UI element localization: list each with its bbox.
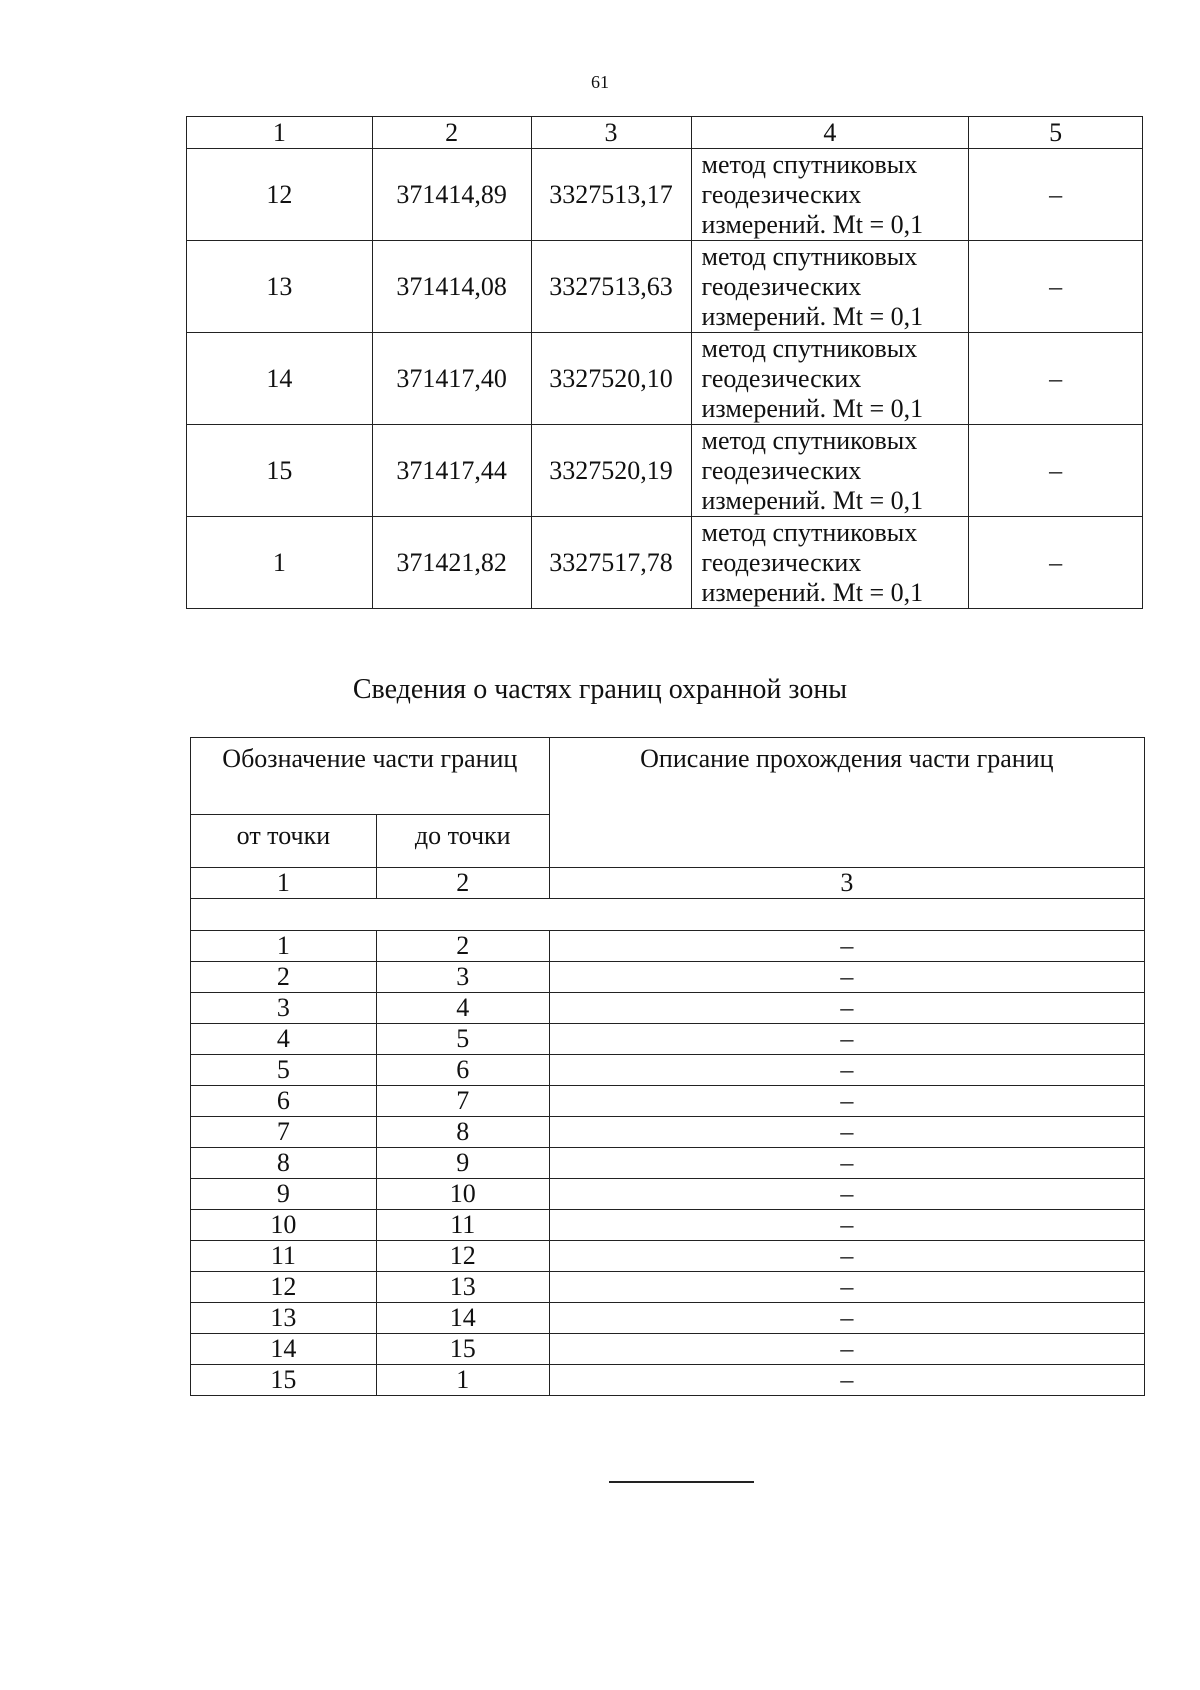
from-point: 11: [191, 1241, 377, 1272]
blank-cell: [191, 899, 1145, 931]
to-point: 11: [376, 1210, 549, 1241]
point-number: 12: [187, 149, 373, 241]
point-number: 15: [187, 425, 373, 517]
table-row: [187, 149, 1143, 241]
from-point: 4: [191, 1024, 377, 1055]
description-cell: –: [549, 1241, 1144, 1272]
table-row: [191, 993, 1145, 1024]
table-row: [187, 333, 1143, 425]
coordinate-y: 3327520,10: [531, 333, 691, 425]
table-row: [191, 1303, 1145, 1334]
boundary-header-row: [191, 738, 1145, 815]
table-row: [191, 1086, 1145, 1117]
blank-row: [191, 899, 1145, 931]
note-cell: –: [969, 425, 1143, 517]
from-point: 5: [191, 1055, 377, 1086]
coordinate-y: 3327520,19: [531, 425, 691, 517]
table-row: [191, 962, 1145, 993]
description-cell: –: [549, 931, 1144, 962]
method-line: метод спутниковых: [701, 517, 918, 547]
column-number: 4: [691, 117, 969, 149]
to-point: 7: [376, 1086, 549, 1117]
table-row: [191, 1148, 1145, 1179]
method-line: метод спутниковых: [701, 425, 918, 455]
coordinate-y: 3327517,78: [531, 517, 691, 609]
coordinate-x: 371417,44: [372, 425, 531, 517]
column-number: 1: [187, 117, 373, 149]
description-cell: –: [549, 993, 1144, 1024]
designation-header: Обозначение части границ: [191, 738, 550, 815]
to-point: 15: [376, 1334, 549, 1365]
to-point: 14: [376, 1303, 549, 1334]
from-point: 1: [191, 931, 377, 962]
description-cell: –: [549, 1179, 1144, 1210]
table-row: [191, 931, 1145, 962]
point-number: 13: [187, 241, 373, 333]
table-row: [191, 1241, 1145, 1272]
description-cell: –: [549, 1272, 1144, 1303]
table-row: [191, 1179, 1145, 1210]
method-line: измерений. Mt = 0,1: [701, 393, 924, 423]
to-point: 1: [376, 1365, 549, 1396]
coordinate-y: 3327513,17: [531, 149, 691, 241]
method-cell: [691, 425, 969, 517]
description-cell: –: [549, 1086, 1144, 1117]
coordinate-y: 3327513,63: [531, 241, 691, 333]
to-point: 13: [376, 1272, 549, 1303]
method-line: измерений. Mt = 0,1: [701, 209, 924, 239]
to-point: 2: [376, 931, 549, 962]
method-line: измерений. Mt = 0,1: [701, 577, 924, 607]
to-point: 8: [376, 1117, 549, 1148]
coordinate-x: 371414,08: [372, 241, 531, 333]
description-cell: –: [549, 1024, 1144, 1055]
from-point: 10: [191, 1210, 377, 1241]
coordinate-x: 371417,40: [372, 333, 531, 425]
from-point: 9: [191, 1179, 377, 1210]
point-number: 1: [187, 517, 373, 609]
table-row: [191, 1055, 1145, 1086]
method-line: геодезических: [701, 271, 862, 301]
method-line: геодезических: [701, 363, 862, 393]
method-line: геодезических: [701, 547, 862, 577]
method-cell: [691, 149, 969, 241]
to-point-header: до точки: [376, 815, 549, 868]
coordinate-x: 371414,89: [372, 149, 531, 241]
boundary-parts-table: [190, 737, 1145, 1396]
note-cell: –: [969, 241, 1143, 333]
description-cell: –: [549, 1334, 1144, 1365]
method-line: метод спутниковых: [701, 333, 918, 363]
column-number: 3: [549, 868, 1144, 899]
table-row: [191, 1334, 1145, 1365]
from-point: 12: [191, 1272, 377, 1303]
from-point: 7: [191, 1117, 377, 1148]
from-point: 14: [191, 1334, 377, 1365]
footer-rule: [609, 1481, 754, 1483]
table-row: [187, 425, 1143, 517]
to-point: 9: [376, 1148, 549, 1179]
to-point: 5: [376, 1024, 549, 1055]
from-point-header: от точки: [191, 815, 377, 868]
page-number: 61: [591, 72, 609, 92]
method-line: метод спутниковых: [701, 149, 918, 179]
column-number: 1: [191, 868, 377, 899]
coordinate-x: 371421,82: [372, 517, 531, 609]
from-point: 6: [191, 1086, 377, 1117]
column-number: 2: [372, 117, 531, 149]
table-row: [187, 517, 1143, 609]
to-point: 12: [376, 1241, 549, 1272]
boundary-column-numbers: [191, 868, 1145, 899]
to-point: 6: [376, 1055, 549, 1086]
from-point: 8: [191, 1148, 377, 1179]
note-cell: –: [969, 149, 1143, 241]
coordinates-header-row: [187, 117, 1143, 149]
table-row: [187, 241, 1143, 333]
description-cell: –: [549, 1117, 1144, 1148]
description-cell: –: [549, 1303, 1144, 1334]
table-row: [191, 1365, 1145, 1396]
description-cell: –: [549, 1365, 1144, 1396]
table-row: [191, 1024, 1145, 1055]
to-point: 3: [376, 962, 549, 993]
from-point: 3: [191, 993, 377, 1024]
method-cell: [691, 333, 969, 425]
method-line: измерений. Mt = 0,1: [701, 485, 924, 515]
from-point: 13: [191, 1303, 377, 1334]
method-line: геодезических: [701, 179, 862, 209]
description-cell: –: [549, 1148, 1144, 1179]
column-number: 2: [376, 868, 549, 899]
method-cell: [691, 517, 969, 609]
column-number: 5: [969, 117, 1143, 149]
table-row: [191, 1117, 1145, 1148]
column-number: 3: [531, 117, 691, 149]
to-point: 4: [376, 993, 549, 1024]
table-row: [191, 1272, 1145, 1303]
from-point: 2: [191, 962, 377, 993]
coordinates-table: [186, 116, 1143, 609]
note-cell: –: [969, 517, 1143, 609]
description-header: Описание прохождения части границ: [549, 738, 1144, 868]
section-title: Сведения о частях границ охранной зоны: [352, 674, 848, 705]
method-cell: [691, 241, 969, 333]
table-row: [191, 1210, 1145, 1241]
description-cell: –: [549, 962, 1144, 993]
description-cell: –: [549, 1055, 1144, 1086]
to-point: 10: [376, 1179, 549, 1210]
method-line: измерений. Mt = 0,1: [701, 301, 924, 331]
point-number: 14: [187, 333, 373, 425]
method-line: метод спутниковых: [701, 241, 918, 271]
note-cell: –: [969, 333, 1143, 425]
description-cell: –: [549, 1210, 1144, 1241]
method-line: геодезических: [701, 455, 862, 485]
from-point: 15: [191, 1365, 377, 1396]
